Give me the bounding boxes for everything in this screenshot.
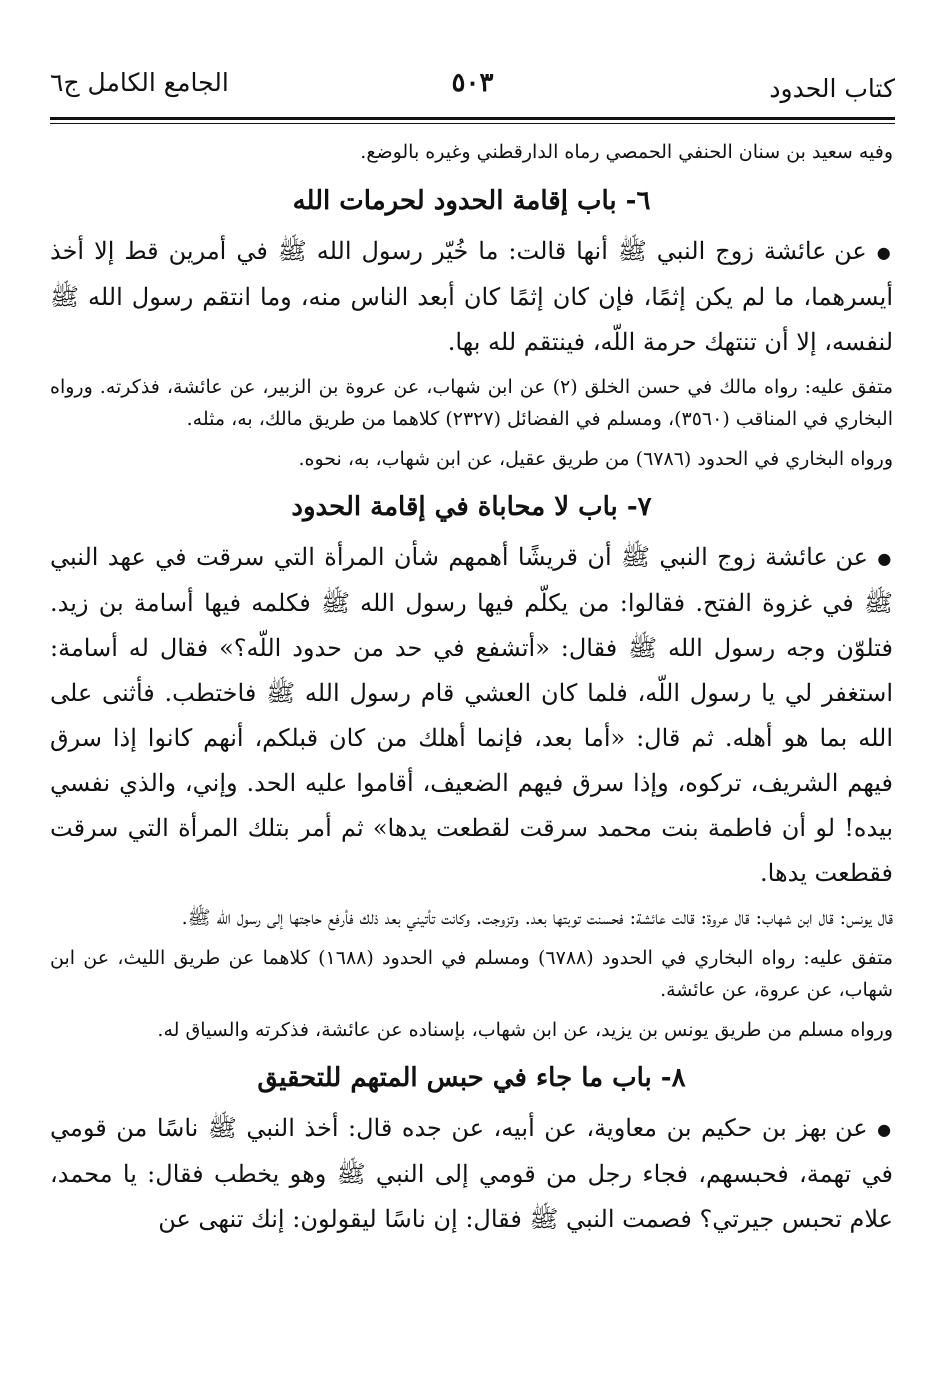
bullet-icon: ● — [876, 243, 893, 262]
header-rule-thick — [50, 117, 895, 120]
chapter-8-hadith — [50, 1106, 893, 1242]
page-number: ٥٠٣ — [451, 68, 494, 98]
chapter-7-title: ٧- باب لا محاباة في إقامة الحدود — [291, 492, 652, 522]
chapter-6-takhrij-2: ورواه البخاري في الحدود (٦٧٨٦) من طريق عقيل، عن ابن شهاب، به، نحوه. — [298, 448, 893, 470]
chapter-6-hadith-text: عن عائشة زوج النبي ﷺ أنها قالت: ما خُيّر رسول الله ﷺ في أمرين قط إلا أخذ أيسرهما، ما لم يكن إثمًا، فإن كان إثمًا كان أبعد الناس منه، وما انتقم رسول الله ﷺ لنفسه، إلا أن تنتهك حرمة اللّه، فينتقم لله بها. — [50, 237, 893, 356]
intro-note: وفيه سعيد بن سنان الحنفي الحمصي رماه الدارقطني وغيره بالوضع. — [360, 141, 893, 163]
chapter-8-hadith-text: عن بهز بن حكيم بن معاوية، عن أبيه، عن جده قال: أخذ النبي ﷺ ناسًا من قومي في تهمة، فحبسهم، فجاء رجل من قومي إلى النبي ﷺ وهو يخطب فقال: يا محمد، علام تحبس جيرتي؟ فصمت النبي ﷺ فقال: إن ناسًا ليقولون: إنك تنهى عن — [50, 1114, 893, 1233]
chapter-7-note: قال يونس: قال ابن شهاب: قال عروة: قالت عائشة: فحسنت توبتها بعد. وتزوجت. وكانت تأتيني بعد ذلك فأرفع حاجتها إلى رسول الله ﷺ. — [181, 907, 893, 929]
chapter-7-takhrij-2: ورواه مسلم من طريق يونس بن يزيد، عن ابن شهاب، بإسناده عن عائشة، فذكرته والسياق له. — [157, 1019, 893, 1041]
chapter-6-hadith — [50, 229, 893, 365]
bullet-icon: ● — [877, 549, 893, 568]
running-head-section: كتاب الحدود — [769, 74, 895, 103]
header-rule-thin — [50, 123, 895, 124]
chapter-7-hadith — [50, 535, 893, 896]
page-header — [50, 62, 895, 112]
chapter-6-title: ٦- باب إقامة الحدود لحرمات الله — [292, 186, 651, 216]
chapter-7-takhrij-1: متفق عليه: رواه البخاري في الحدود (٦٧٨٨) ومسلم في الحدود (١٦٨٨) كلاهما عن طريق الليث، عن ابن شهاب، عن عروة، عن عائشة. — [50, 947, 893, 1001]
page-content — [50, 136, 893, 1248]
chapter-8-title: ٨- باب ما جاء في حبس المتهم للتحقيق — [257, 1063, 686, 1093]
chapter-6-takhrij-1: متفق عليه: رواه مالك في حسن الخلق (٢) عن ابن شهاب، عن عروة بن الزبير، عن عائشة، فذكرته. ورواه البخاري في المناقب (٣٥٦٠)، ومسلم في الفضائل (٢٣٢٧) كلاهما من طريق مالك، به، مثله. — [50, 376, 893, 430]
chapter-7-hadith-text: عن عائشة زوج النبي ﷺ أن قريشًا أهمهم شأن المرأة التي سرقت في عهد النبي ﷺ في غزوة الفتح. فقالوا: من يكلّم فيها رسول الله ﷺ فكلمه فيها أسامة بن زيد. فتلوّن وجه رسول الله ﷺ فقال: «أتشفع في حد من حدود اللّه؟» فقال له أسامة: استغفر لي يا رسول اللّه، فلما كان العشي قام رسول الله ﷺ فاختطب. فأثنى على الله بما هو أهله. ثم قال: «أما بعد، فإنما أهلك من كان قبلكم، أنهم كانوا إذا سرق فيهم الشريف، تركوه، وإذا سرق فيهم الضعيف، أقاموا عليه الحد. وإني، والذي نفسي بيده! لو أن فاطمة بنت محمد سرقت لقطعت يدها» ثم أمر بتلك المرأة التي سرقت فقطعت يدها. — [50, 543, 893, 887]
running-head-title: الجامع الكامل ج٦ — [50, 68, 229, 97]
bullet-icon: ● — [877, 1120, 894, 1139]
